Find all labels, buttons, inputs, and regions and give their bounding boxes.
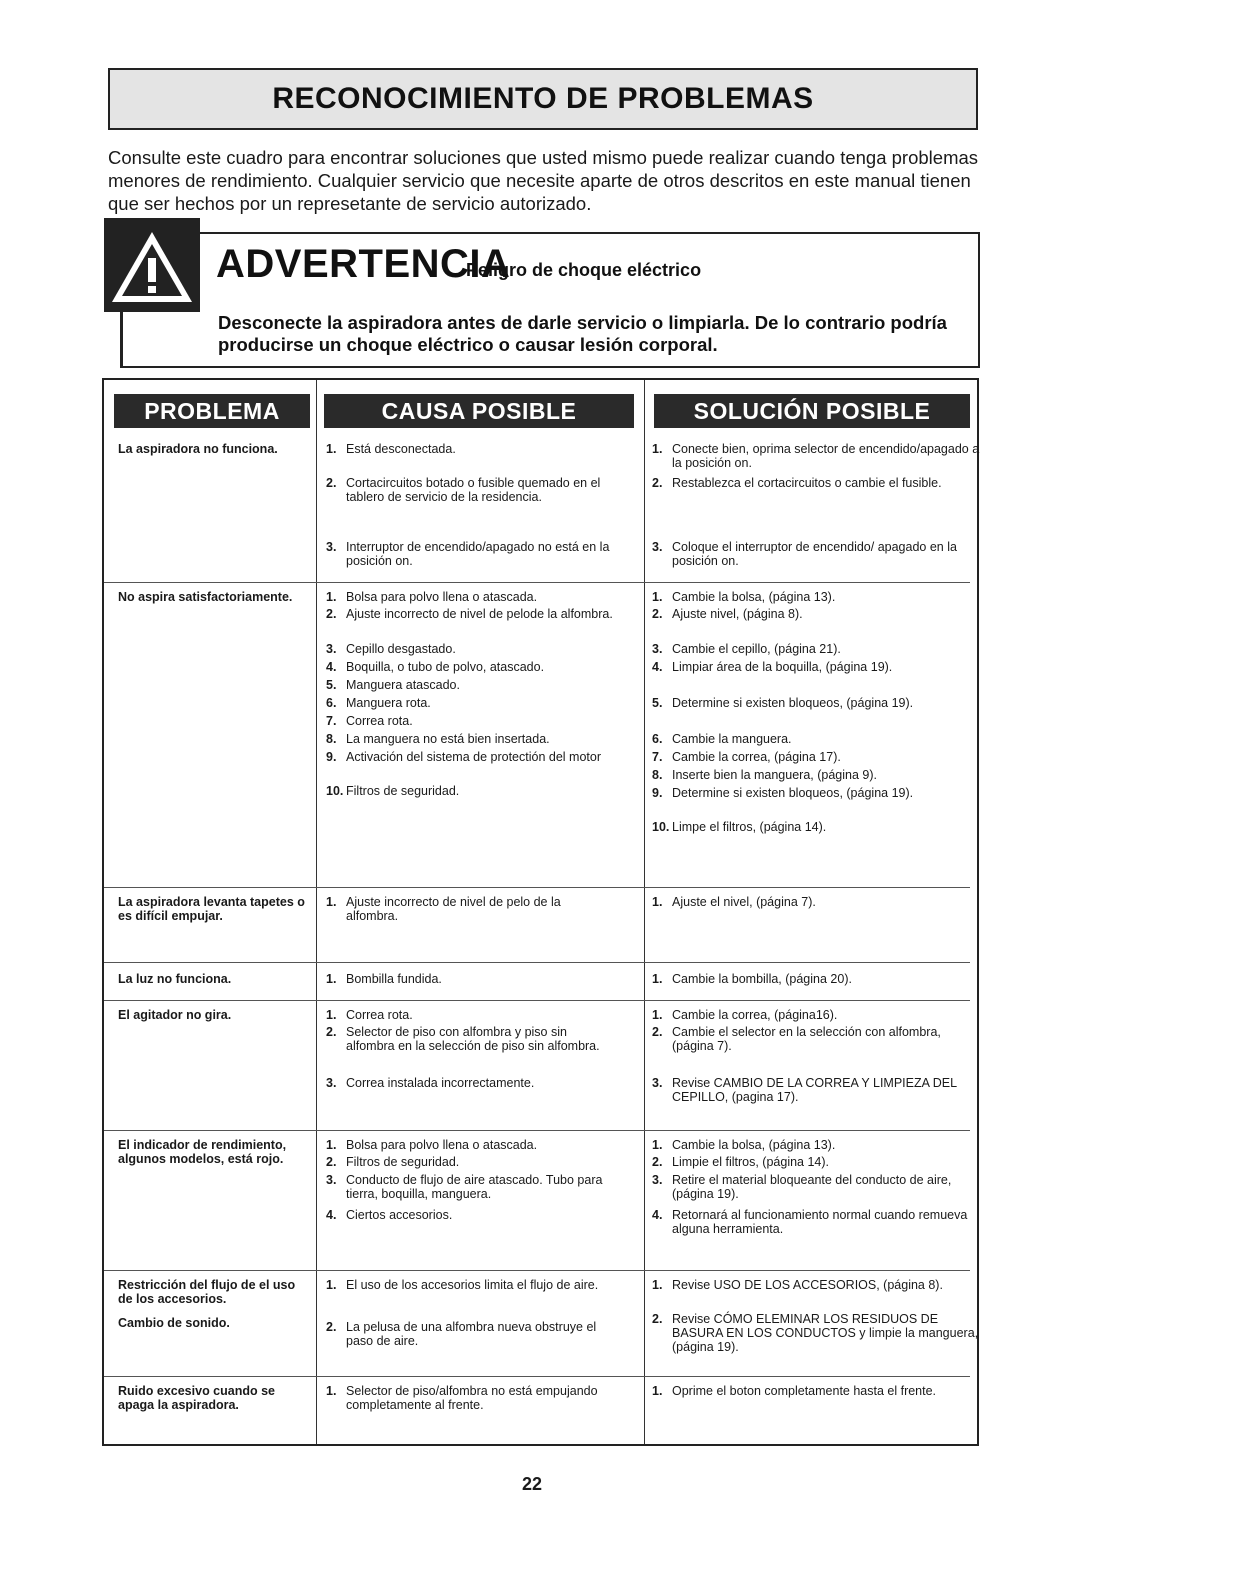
- item-number: 4.: [326, 660, 337, 674]
- solution-item: [652, 732, 982, 746]
- item-number: 1.: [652, 590, 663, 604]
- item-number: 8.: [652, 768, 663, 782]
- solution-item: [652, 750, 982, 764]
- cause-item: [326, 1076, 616, 1090]
- row-separator: [104, 962, 316, 963]
- item-number: 2.: [326, 607, 337, 621]
- item-number: 1.: [652, 1008, 663, 1022]
- item-text: Cambie la bombilla, (página 20).: [672, 972, 852, 986]
- item-text: El uso de los accesorios limita el flujo de aire.: [346, 1278, 599, 1292]
- solution-item: [652, 972, 982, 986]
- solution-item: [652, 696, 982, 710]
- title-banner: [108, 68, 978, 130]
- cause-item: [326, 784, 616, 798]
- item-text: Manguera rota.: [346, 696, 431, 710]
- item-number: 1.: [326, 1384, 337, 1398]
- warning-subtitle: Peligro de choque eléctrico: [466, 260, 702, 280]
- row-separator: [316, 582, 970, 583]
- item-text: Manguera atascado.: [346, 678, 460, 692]
- problem-cell: [118, 1384, 308, 1420]
- row-separator: [104, 1376, 316, 1377]
- item-text: Cambie la manguera.: [672, 732, 792, 746]
- item-text: Revise CÓMO ELEMINAR LOS RESIDUOS DE BASURA EN LOS CONDUCTOS y limpie la manguera, (página 19).: [672, 1312, 979, 1354]
- solution-item: [652, 590, 982, 604]
- item-number: 2.: [652, 1025, 663, 1039]
- item-text: Filtros de seguridad.: [346, 1155, 460, 1169]
- item-text: Determine si existen bloqueos, (página 19).: [672, 696, 914, 710]
- item-text: Determine si existen bloqueos, (página 19).: [672, 786, 914, 800]
- item-number: 2.: [326, 1320, 337, 1334]
- problem-cell: [118, 972, 308, 994]
- item-number: 3.: [326, 1076, 337, 1090]
- cause-item: [326, 1278, 616, 1292]
- item-text: Cambie el selector en la selección con alfombra, (página 7).: [672, 1025, 941, 1053]
- cause-item: [326, 714, 616, 728]
- item-text: Limpiar área de la boquilla, (página 19).: [672, 660, 893, 674]
- item-number: 3.: [652, 540, 663, 554]
- column-divider: [644, 380, 645, 1444]
- item-text: Restablezca el cortacircuitos o cambie el fusible.: [672, 476, 942, 490]
- row-separator: [316, 1000, 970, 1001]
- cause-item: [326, 660, 616, 674]
- problem-text: El agitador no gira.: [118, 1008, 232, 1022]
- problem-text: No aspira satisfactoriamente.: [118, 590, 293, 604]
- problem-text: Ruido excesivo cuando se apaga la aspiradora.: [118, 1384, 275, 1412]
- cause-item: [326, 590, 616, 604]
- item-text: Conducto de flujo de aire atascado. Tubo para tierra, boquilla, manguera.: [346, 1173, 603, 1201]
- solution-item: [652, 660, 982, 674]
- item-number: 1.: [652, 1138, 663, 1152]
- problem-text: La aspiradora no funciona.: [118, 442, 278, 456]
- row-separator: [104, 582, 316, 583]
- item-number: 3.: [652, 1076, 663, 1090]
- solution-item: [652, 607, 982, 621]
- item-text: Correa instalada incorrectamente.: [346, 1076, 535, 1090]
- item-number: 3.: [326, 642, 337, 656]
- row-separator: [316, 1376, 970, 1377]
- item-number: 10.: [326, 784, 344, 798]
- cause-item: [326, 607, 616, 621]
- solution-item: [652, 476, 982, 490]
- cause-item: [326, 1320, 616, 1348]
- item-number: 1.: [652, 1278, 663, 1292]
- item-text: Cambie la correa, (página 17).: [672, 750, 841, 764]
- solution-item: [652, 786, 982, 800]
- item-number: 2.: [652, 607, 663, 621]
- cause-item: [326, 642, 616, 656]
- item-number: 1.: [652, 1384, 663, 1398]
- problem-text: Restricción del flujo de el uso de los accesorios.: [118, 1278, 296, 1306]
- item-number: 1.: [326, 895, 337, 909]
- item-text: Cambie la correa, (página16).: [672, 1008, 838, 1022]
- header-solution: SOLUCIÓN POSIBLE: [654, 394, 970, 428]
- solution-item: [652, 1208, 982, 1236]
- item-number: 2.: [326, 1155, 337, 1169]
- item-text: Conecte bien, oprima selector de encendido/apagado a la posición on.: [672, 442, 980, 470]
- cause-item: [326, 972, 616, 986]
- cause-item: [326, 1138, 616, 1152]
- item-text: Cambie el cepillo, (página 21).: [672, 642, 841, 656]
- item-text: Selector de piso/alfombra no está empujando completamente al frente.: [346, 1384, 598, 1412]
- solution-item: [652, 1173, 982, 1201]
- item-text: Cambie la bolsa, (página 13).: [672, 1138, 836, 1152]
- solution-item: [652, 540, 982, 568]
- item-text: Cambie la bolsa, (página 13).: [672, 590, 836, 604]
- row-separator: [316, 1130, 970, 1131]
- cause-item: [326, 732, 616, 746]
- item-text: Cortacircuitos botado o fusible quemado en el tablero de servicio de la residencia.: [346, 476, 601, 504]
- problem-cell: [118, 1008, 308, 1030]
- item-number: 4.: [652, 660, 663, 674]
- item-text: Cepillo desgastado.: [346, 642, 456, 656]
- page-number: 22: [522, 1474, 543, 1494]
- cause-item: [326, 1173, 616, 1201]
- item-text: Limpie el filtros, (página 14).: [672, 1155, 830, 1169]
- problem-text: La luz no funciona.: [118, 972, 232, 986]
- item-text: Activación del sistema de protectión del motor: [346, 750, 601, 764]
- item-number: 4.: [326, 1208, 337, 1222]
- item-text: La manguera no está bien insertada.: [346, 732, 550, 746]
- solution-item: [652, 1076, 982, 1104]
- item-number: 1.: [326, 1008, 337, 1022]
- solution-item: [652, 895, 982, 909]
- cause-item: [326, 1008, 616, 1022]
- item-number: 1.: [326, 442, 337, 456]
- item-text: La pelusa de una alfombra nueva obstruye el paso de aire.: [346, 1320, 597, 1348]
- item-number: 1.: [652, 895, 663, 909]
- cause-item: [326, 1208, 616, 1222]
- row-separator: [316, 1270, 970, 1271]
- warning-triangle-icon: [104, 218, 200, 312]
- warning-text: Desconecte la aspiradora antes de darle servicio o limpiarla. De lo contrario podría producirse un choque eléctrico o causar lesión corporal.: [218, 312, 947, 355]
- problem-cell: [118, 590, 308, 612]
- item-text: Selector de piso con alfombra y piso sin alfombra en la selección de piso sin alfombra.: [346, 1025, 600, 1053]
- item-number: 3.: [326, 1173, 337, 1187]
- item-number: 3.: [652, 1173, 663, 1187]
- item-text: Bolsa para polvo llena o atascada.: [346, 1138, 538, 1152]
- item-text: Boquilla, o tubo de polvo, atascado.: [346, 660, 545, 674]
- item-text: Oprime el boton completamente hasta el frente.: [672, 1384, 937, 1398]
- solution-item: [652, 820, 982, 834]
- item-text: Limpe el filtros, (página 14).: [672, 820, 827, 834]
- item-number: 2.: [652, 476, 663, 490]
- intro-paragraph: Consulte este cuadro para encontrar soluciones que usted mismo puede realizar cuando tenga problemas menores de rendimiento. Cualquier servicio que necesite aparte de otros descritos en este manual tienen que ser hechos por un represetante de servicio autorizado.: [108, 147, 979, 214]
- problem-text: El indicador de rendimiento, algunos modelos, está rojo.: [118, 1138, 287, 1166]
- item-number: 3.: [326, 540, 337, 554]
- item-number: 2.: [652, 1155, 663, 1169]
- cause-item: [326, 540, 616, 568]
- item-text: Interruptor de encendido/apagado no está en la posición on.: [346, 540, 610, 568]
- item-number: 7.: [326, 714, 337, 728]
- item-text: Revise CAMBIO DE LA CORREA Y LIMPIEZA DEL CEPILLO, (pagina 17).: [672, 1076, 957, 1104]
- header-cause: CAUSA POSIBLE: [324, 394, 634, 428]
- item-number: 1.: [652, 972, 663, 986]
- item-number: 1.: [326, 1138, 337, 1152]
- item-text: Correa rota.: [346, 1008, 413, 1022]
- header-problem: PROBLEMA: [114, 394, 310, 428]
- troubleshooting-table: [102, 378, 979, 1446]
- item-number: 10.: [652, 820, 670, 834]
- solution-item: [652, 1008, 982, 1022]
- row-separator: [104, 1000, 316, 1001]
- row-separator: [104, 887, 316, 888]
- cause-item: [326, 1155, 616, 1169]
- item-text: Está desconectada.: [346, 442, 456, 456]
- cause-item: [326, 1384, 616, 1412]
- item-text: Retire el material bloqueante del conducto de aire, (página 19).: [672, 1173, 952, 1201]
- page-title: RECONOCIMIENTO DE PROBLEMAS: [272, 82, 814, 115]
- row-separator: [316, 887, 970, 888]
- item-number: 1.: [326, 972, 337, 986]
- row-separator: [104, 1270, 316, 1271]
- problem-text: La aspiradora levanta tapetes o es difícil empujar.: [118, 895, 305, 923]
- item-number: 1.: [326, 590, 337, 604]
- item-text: Correa rota.: [346, 714, 413, 728]
- solution-item: [652, 1138, 982, 1152]
- solution-item: [652, 642, 982, 656]
- item-number: 9.: [652, 786, 663, 800]
- item-text: Revise USO DE LOS ACCESORIOS, (página 8).: [672, 1278, 943, 1292]
- item-number: 5.: [326, 678, 337, 692]
- problem-text: Cambio de sonido.: [118, 1316, 230, 1330]
- item-number: 4.: [652, 1208, 663, 1222]
- item-number: 7.: [652, 750, 663, 764]
- problem-cell: [118, 442, 308, 464]
- item-text: Retornará al funcionamiento normal cuando remueva alguna herramienta.: [672, 1208, 968, 1236]
- item-text: Coloque el interruptor de encendido/ apagado en la posición on.: [672, 540, 957, 568]
- cause-item: [326, 750, 616, 764]
- item-text: Inserte bien la manguera, (página 9).: [672, 768, 877, 782]
- solution-item: [652, 1312, 982, 1354]
- item-number: 1.: [326, 1278, 337, 1292]
- row-separator: [104, 1130, 316, 1131]
- item-number: 2.: [326, 1025, 337, 1039]
- item-text: Ajuste el nivel, (página 7).: [672, 895, 816, 909]
- item-text: Bolsa para polvo llena o atascada.: [346, 590, 538, 604]
- item-number: 6.: [326, 696, 337, 710]
- item-number: 3.: [652, 642, 663, 656]
- solution-item: [652, 1025, 982, 1053]
- solution-item: [652, 442, 982, 470]
- cause-item: [326, 1025, 616, 1053]
- item-number: 2.: [326, 476, 337, 490]
- cause-item: [326, 476, 616, 504]
- column-divider: [316, 380, 317, 1444]
- row-separator: [316, 962, 970, 963]
- cause-item: [326, 696, 616, 710]
- cause-item: [326, 895, 616, 923]
- problem-cell: [118, 895, 308, 931]
- warning-title: ADVERTENCIA: [216, 242, 511, 286]
- problem-cell: [118, 1278, 308, 1338]
- problem-cell: [118, 1138, 308, 1174]
- item-text: Ciertos accesorios.: [346, 1208, 453, 1222]
- item-number: 8.: [326, 732, 337, 746]
- item-number: 9.: [326, 750, 337, 764]
- item-text: Ajuste incorrecto de nivel de pelo de la alfombra.: [346, 895, 561, 923]
- item-text: Filtros de seguridad.: [346, 784, 460, 798]
- item-text: Bombilla fundida.: [346, 972, 442, 986]
- cause-item: [326, 678, 616, 692]
- solution-item: [652, 768, 982, 782]
- solution-item: [652, 1278, 982, 1292]
- item-text: Ajuste incorrecto de nivel de pelode la alfombra.: [346, 607, 613, 621]
- solution-item: [652, 1155, 982, 1169]
- solution-item: [652, 1384, 982, 1398]
- item-number: 5.: [652, 696, 663, 710]
- cause-item: [326, 442, 616, 456]
- item-number: 1.: [652, 442, 663, 456]
- item-number: 6.: [652, 732, 663, 746]
- item-number: 2.: [652, 1312, 663, 1326]
- item-text: Ajuste nivel, (página 8).: [672, 607, 803, 621]
